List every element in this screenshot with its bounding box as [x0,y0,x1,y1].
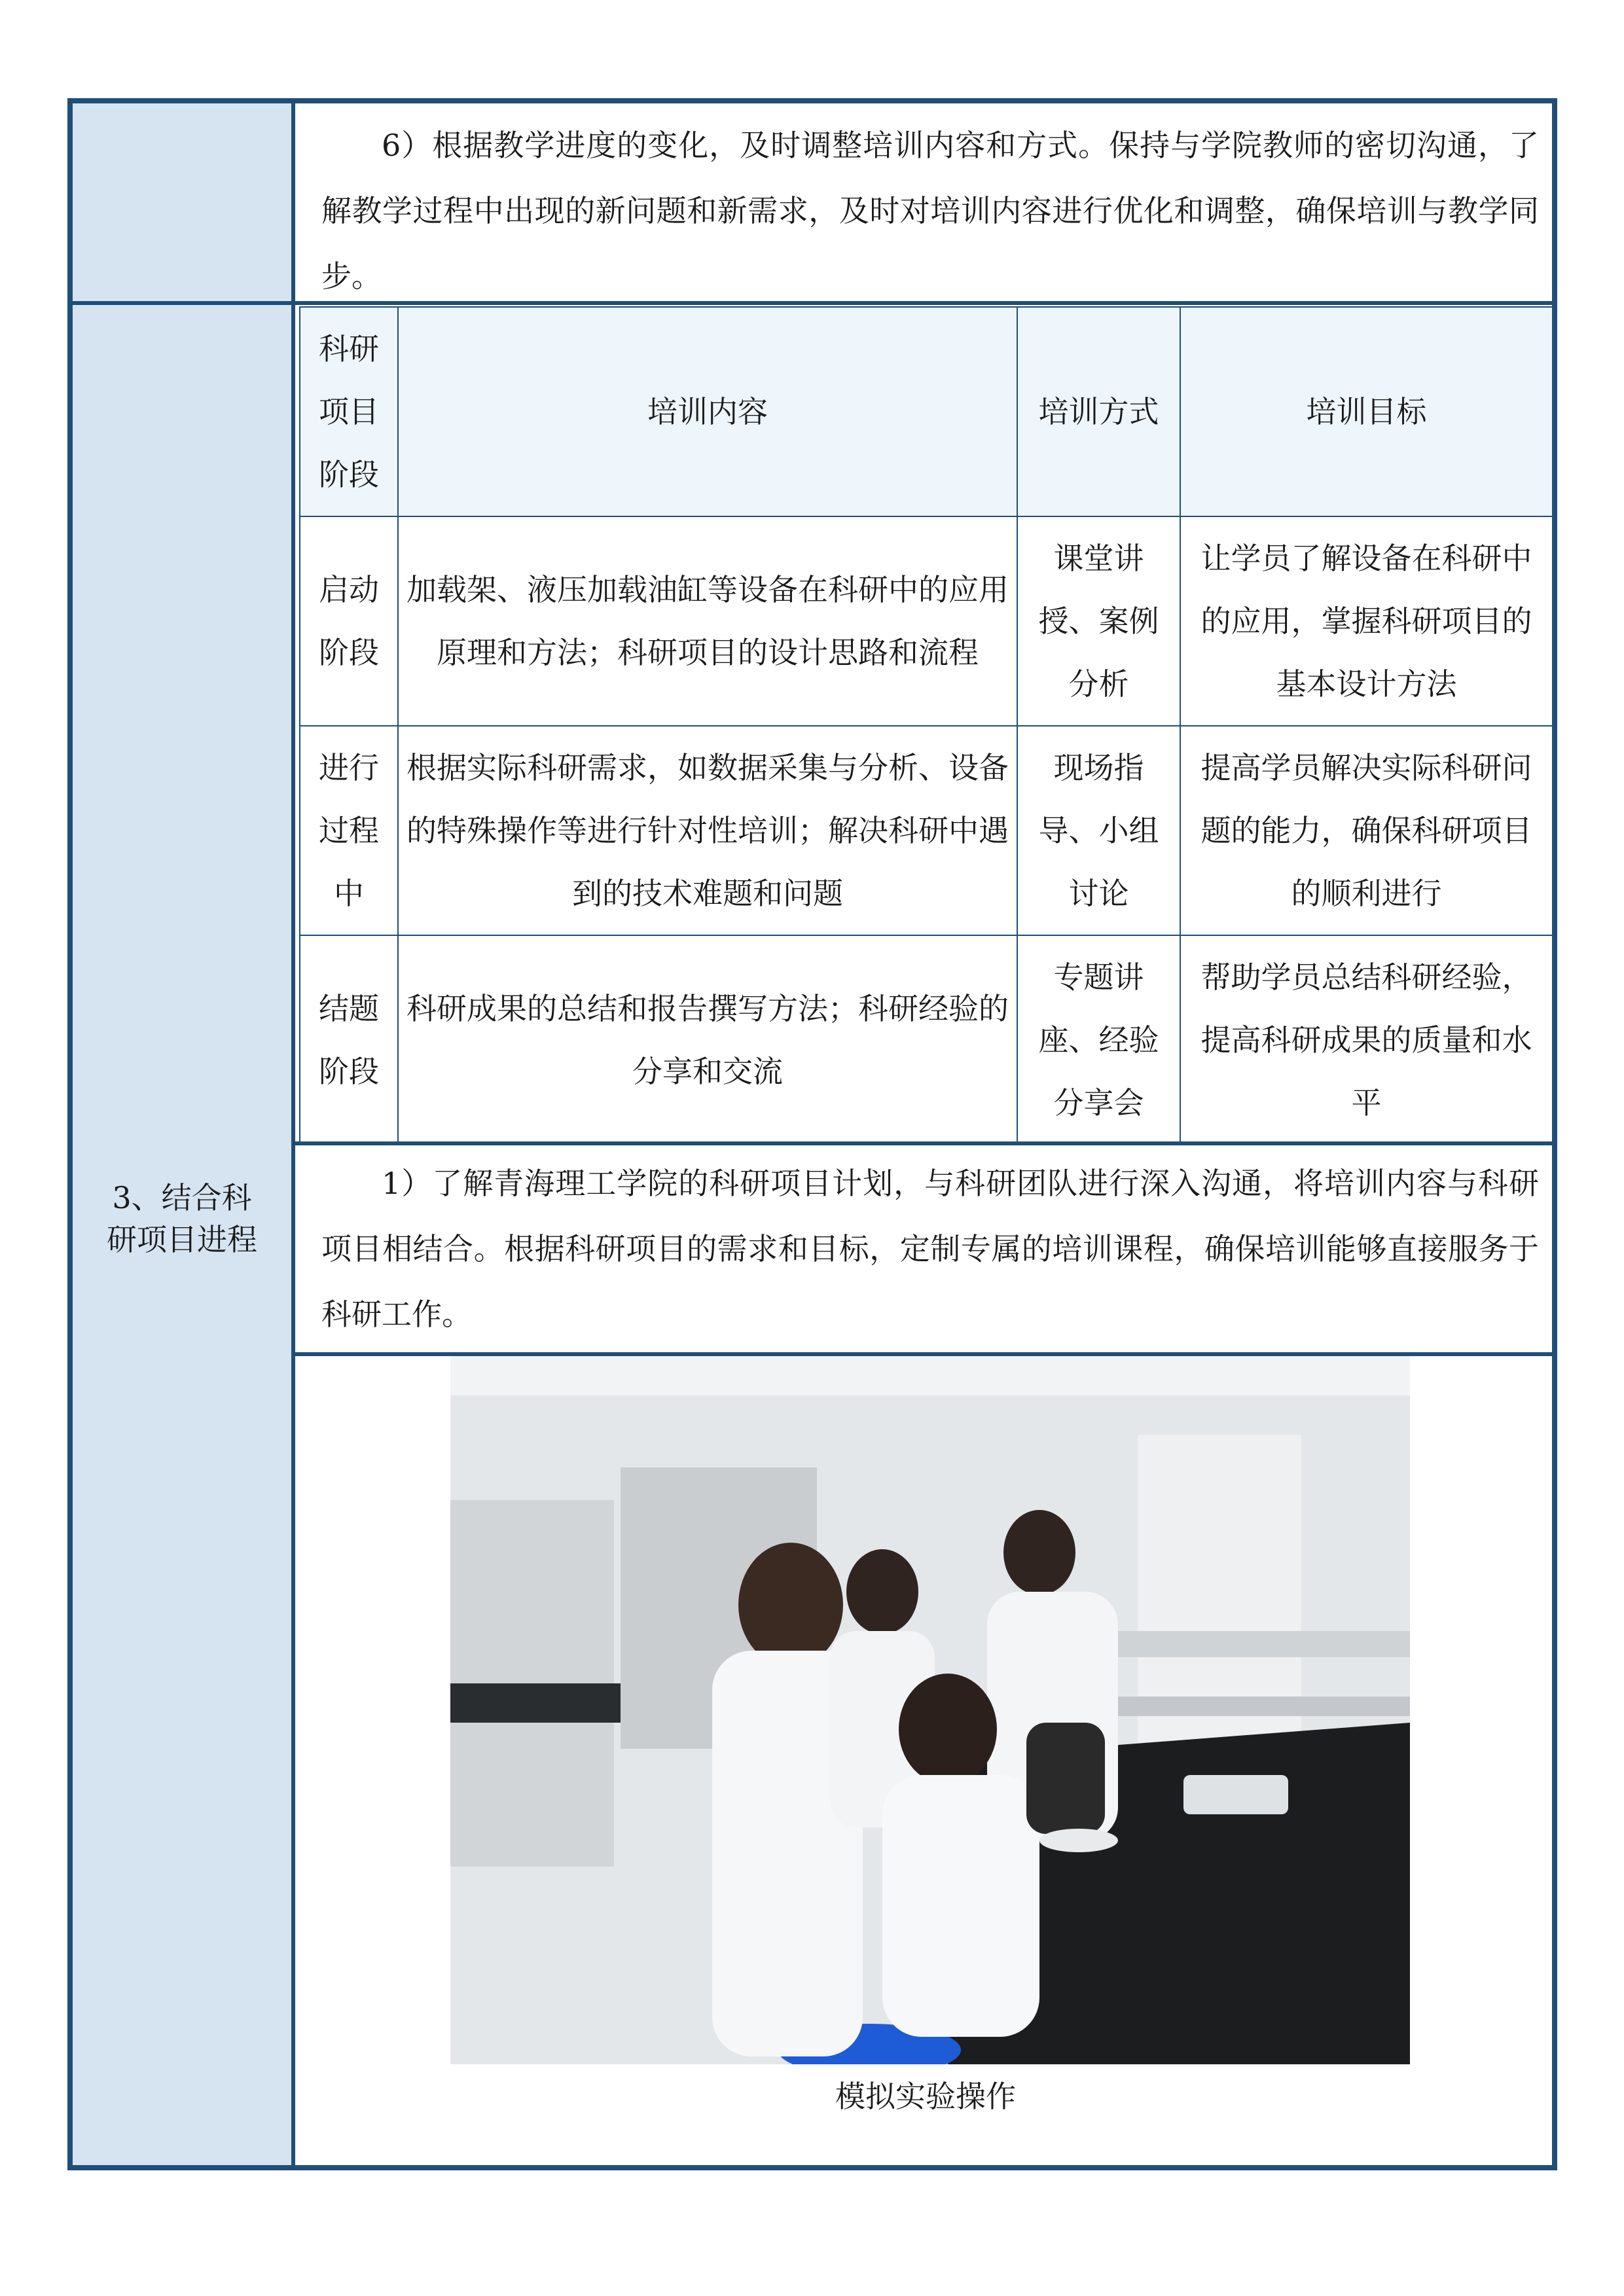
header-goal: 培训目标 [1180,307,1553,516]
content-cell: 加载架、液压加载油缸等设备在科研中的应用原理和方法；科研项目的设计思路和流程 [398,516,1017,726]
row-divider-1 [295,301,1557,305]
section-label-line-2: 研项目进程 [107,1222,257,1257]
header-content: 培训内容 [398,307,1017,516]
left-label-column [73,103,295,2165]
header-method: 培训方式 [1017,307,1180,516]
lab-photo-illustration [450,1356,1410,2064]
stage-text: 启动阶段 [319,572,379,670]
document-frame [67,98,1557,2170]
content-cell: 科研成果的总结和报告撰写方法；科研经验的分享和交流 [398,935,1017,1145]
lab-photo [450,1356,1410,2064]
training-stage-table [299,306,1553,1145]
stage-cell [300,726,398,935]
top-paragraph: 6）根据教学进度的变化，及时调整培训内容和方式。保持与学院教师的密切沟通，了解教学过程中出现的新问题和新需求，及时对培训内容进行优化和调整，确保培训与教学同步。 [321,128,1539,294]
left-divider-1 [73,301,295,305]
method-cell: 专题讲座、经验分享会 [1017,935,1180,1145]
row-divider-2 [295,1141,1557,1145]
header-stage [300,307,398,516]
goal-cell: 提高学员解决实际科研问题的能力，确保科研项目的顺利进行 [1180,726,1553,935]
method-cell: 现场指导、小组讨论 [1017,726,1180,935]
method-cell: 课堂讲授、案例分析 [1017,516,1180,726]
section-label [73,1177,291,1261]
paragraph-1: 1）了解青海理工学院的科研项目计划，与科研团队进行深入沟通，将培训内容与科研项目相结合。根据科研项目的需求和目标，定制专属的培训课程，确保培训能够直接服务于科研工作。 [321,1166,1539,1332]
photo-caption: 模拟实验操作 [835,2079,1016,2114]
goal-cell: 让学员了解设备在科研中的应用，掌握科研项目的基本设计方法 [1180,516,1553,726]
content-cell: 根据实际科研需求，如数据采集与分析、设备的特殊操作等进行针对性培训；解决科研中遇到的技术难题和问题 [398,726,1017,935]
section-label-line-1: 3、结合科 [112,1180,252,1215]
header-stage-text: 科研项目阶段 [319,331,379,492]
goal-cell: 帮助学员总结科研经验，提高科研成果的质量和水平 [1180,935,1553,1145]
stage-cell [300,935,398,1145]
stage-cell [300,516,398,726]
stage-text: 进行过程中 [319,750,379,911]
stage-text: 结题阶段 [319,991,379,1089]
